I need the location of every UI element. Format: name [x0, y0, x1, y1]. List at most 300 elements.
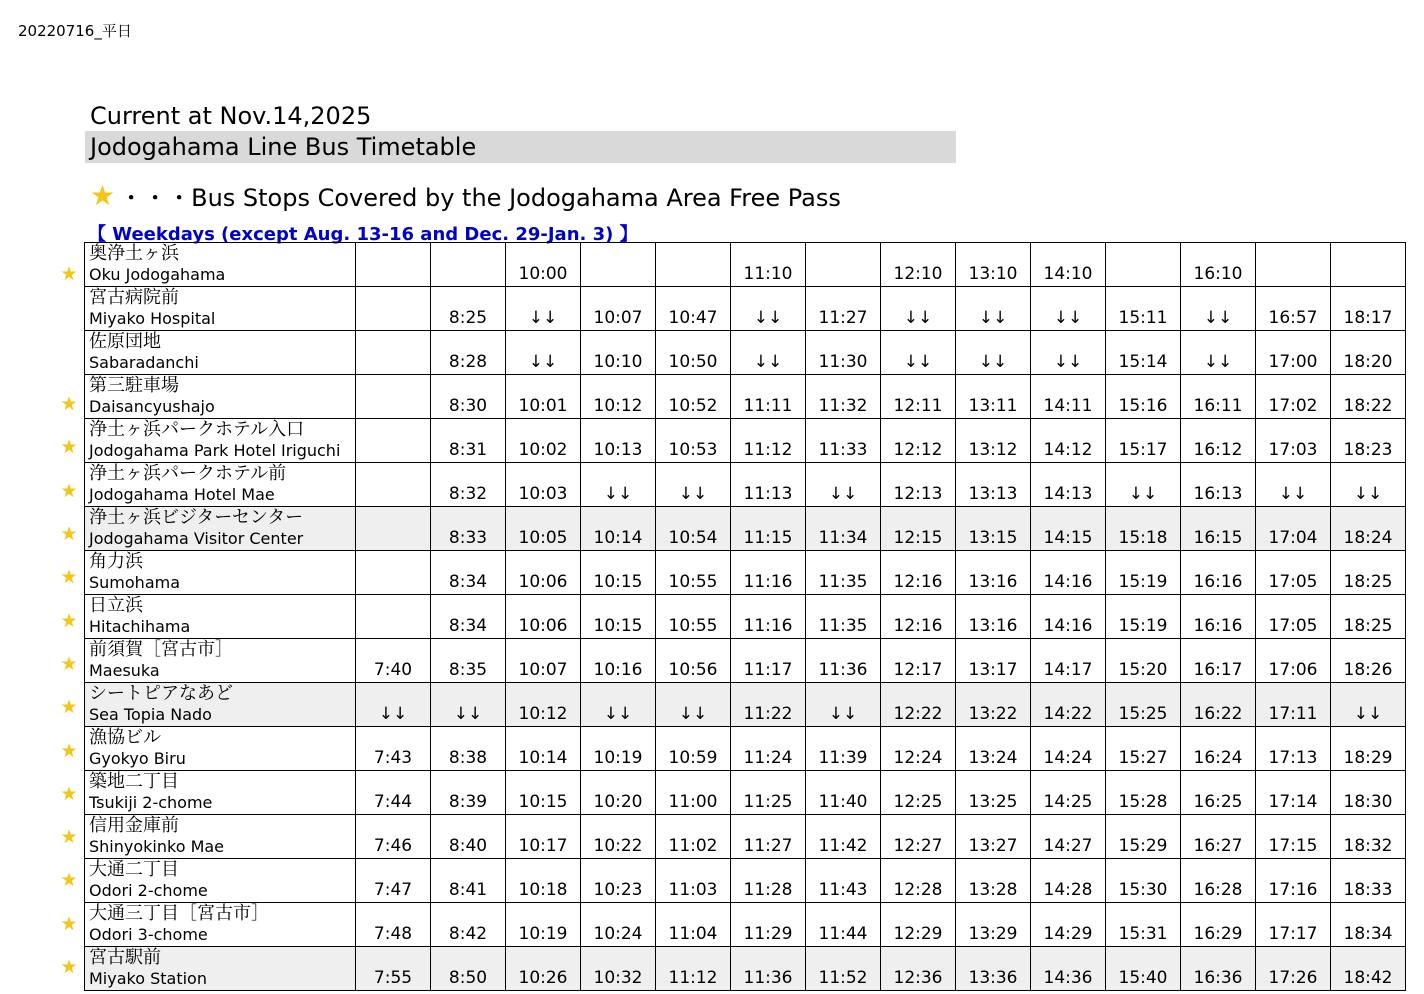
time-cell: ↓↓	[656, 463, 731, 507]
time-cell: 8:35	[431, 639, 506, 683]
time-cell: 16:13	[1181, 463, 1256, 507]
star-icon: ★	[60, 696, 78, 719]
time-cell: 18:17	[1331, 287, 1406, 331]
time-cell: 11:04	[656, 903, 731, 947]
time-cell: 12:10	[881, 243, 956, 287]
time-cell: 16:27	[1181, 815, 1256, 859]
time-cell: 10:56	[656, 639, 731, 683]
time-cell: ↓↓	[581, 683, 656, 727]
stop-name-en: Sumohama	[89, 573, 181, 592]
time-cell: 18:30	[1331, 771, 1406, 815]
stop-name-cell	[85, 639, 356, 683]
time-cell: 17:17	[1256, 903, 1331, 947]
time-cell: 10:20	[581, 771, 656, 815]
time-cell: 10:18	[506, 859, 581, 903]
time-cell: 11:30	[806, 331, 881, 375]
time-cell: 10:17	[506, 815, 581, 859]
time-cell: 10:03	[506, 463, 581, 507]
time-cell: 11:16	[731, 595, 806, 639]
time-cell: 12:24	[881, 727, 956, 771]
time-cell: 10:54	[656, 507, 731, 551]
star-icon: ★	[60, 826, 78, 849]
time-cell: 8:39	[431, 771, 506, 815]
time-cell: 17:00	[1256, 331, 1331, 375]
time-cell: 11:36	[731, 947, 806, 991]
time-cell: 12:29	[881, 903, 956, 947]
time-cell: 10:07	[581, 287, 656, 331]
time-cell	[1256, 243, 1331, 287]
time-cell: 17:05	[1256, 551, 1331, 595]
time-cell: 18:24	[1331, 507, 1406, 551]
time-cell: 15:27	[1106, 727, 1181, 771]
time-cell: 18:32	[1331, 815, 1406, 859]
time-cell: 12:36	[881, 947, 956, 991]
time-cell: ↓↓	[1256, 463, 1331, 507]
time-cell: 11:00	[656, 771, 731, 815]
table-row	[85, 639, 1406, 683]
time-cell: ↓↓	[806, 463, 881, 507]
time-cell: 10:01	[506, 375, 581, 419]
time-cell: 11:32	[806, 375, 881, 419]
star-icon: ★	[60, 566, 78, 589]
time-cell: 11:22	[731, 683, 806, 727]
time-cell: 15:17	[1106, 419, 1181, 463]
time-cell: 11:12	[656, 947, 731, 991]
time-cell: 15:31	[1106, 903, 1181, 947]
time-cell: 17:11	[1256, 683, 1331, 727]
stop-name-jp: 第三駐車場	[89, 375, 179, 396]
time-cell: 7:55	[356, 947, 431, 991]
time-cell: 13:16	[956, 595, 1031, 639]
table-row	[85, 375, 1406, 419]
time-cell: ↓↓	[956, 287, 1031, 331]
stop-name-en: Shinyokinko Mae	[89, 837, 225, 856]
stop-name-en: Jodogahama Park Hotel Iriguchi	[89, 441, 341, 460]
time-cell: 16:12	[1181, 419, 1256, 463]
current-date: Current at Nov.14,2025	[90, 102, 372, 130]
stop-name-jp: 宮古病院前	[89, 287, 179, 308]
stop-name-jp: 信用金庫前	[89, 815, 179, 836]
time-cell: 17:16	[1256, 859, 1331, 903]
stop-name-jp: 漁協ビル	[89, 727, 161, 748]
time-cell: ↓↓	[506, 331, 581, 375]
table-row	[85, 243, 1406, 287]
star-icon: ★	[60, 956, 78, 979]
time-cell: 15:19	[1106, 551, 1181, 595]
time-cell: 17:26	[1256, 947, 1331, 991]
time-cell	[356, 287, 431, 331]
time-cell: 15:11	[1106, 287, 1181, 331]
time-cell: 10:06	[506, 551, 581, 595]
time-cell	[656, 243, 731, 287]
stop-name-en: Hitachihama	[89, 617, 191, 636]
time-cell: 11:36	[806, 639, 881, 683]
time-cell: 11:27	[731, 815, 806, 859]
time-cell: 11:52	[806, 947, 881, 991]
time-cell: 17:06	[1256, 639, 1331, 683]
time-cell: 10:47	[656, 287, 731, 331]
stop-name-en: Jodogahama Hotel Mae	[89, 485, 275, 504]
time-cell: 10:13	[581, 419, 656, 463]
time-cell: 10:10	[581, 331, 656, 375]
time-cell: 12:16	[881, 595, 956, 639]
time-cell: 11:34	[806, 507, 881, 551]
time-cell: 18:29	[1331, 727, 1406, 771]
time-cell: 10:12	[581, 375, 656, 419]
star-icon: ★	[60, 393, 78, 416]
stop-name-cell	[85, 595, 356, 639]
time-cell: 16:28	[1181, 859, 1256, 903]
time-cell: 13:25	[956, 771, 1031, 815]
time-cell: 18:20	[1331, 331, 1406, 375]
time-cell: 7:40	[356, 639, 431, 683]
time-cell: 13:13	[956, 463, 1031, 507]
time-cell: 12:25	[881, 771, 956, 815]
stop-name-cell	[85, 243, 356, 287]
time-cell: 17:15	[1256, 815, 1331, 859]
stop-name-cell	[85, 551, 356, 595]
time-cell: 7:47	[356, 859, 431, 903]
star-icon: ★	[60, 869, 78, 892]
time-cell: 11:28	[731, 859, 806, 903]
time-cell	[581, 243, 656, 287]
stop-name-en: Odori 2-chome	[89, 881, 208, 900]
time-cell: 15:20	[1106, 639, 1181, 683]
legend	[90, 178, 841, 213]
timetable	[84, 242, 1406, 991]
table-row	[85, 727, 1406, 771]
time-cell: 14:10	[1031, 243, 1106, 287]
stop-name-en: Miyako Hospital	[89, 309, 216, 328]
stop-name-jp: 浄土ヶ浜ビジターセンター	[89, 507, 304, 528]
table-row	[85, 595, 1406, 639]
time-cell: 12:12	[881, 419, 956, 463]
table-row	[85, 463, 1406, 507]
time-cell: 10:07	[506, 639, 581, 683]
time-cell: 11:44	[806, 903, 881, 947]
time-cell: 10:53	[656, 419, 731, 463]
time-cell: 14:15	[1031, 507, 1106, 551]
time-cell: 14:24	[1031, 727, 1106, 771]
time-cell: 12:11	[881, 375, 956, 419]
time-cell: 10:19	[506, 903, 581, 947]
time-cell	[356, 463, 431, 507]
stop-name-cell	[85, 419, 356, 463]
time-cell: 16:25	[1181, 771, 1256, 815]
time-cell: ↓↓	[1181, 331, 1256, 375]
time-cell: 10:00	[506, 243, 581, 287]
time-cell: 10:02	[506, 419, 581, 463]
time-cell: 10:15	[581, 595, 656, 639]
time-cell: 12:28	[881, 859, 956, 903]
stop-name-cell	[85, 815, 356, 859]
time-cell: 18:23	[1331, 419, 1406, 463]
time-cell: 10:16	[581, 639, 656, 683]
weekdays-heading: 【 Weekdays (except Aug. 13-16 and Dec. 29-Jan. 3) 】	[88, 224, 638, 245]
time-cell: 16:16	[1181, 551, 1256, 595]
star-icon: ★	[60, 739, 78, 762]
time-cell: 17:03	[1256, 419, 1331, 463]
time-cell: 10:32	[581, 947, 656, 991]
stop-name-jp: 大通三丁目［宮古市］	[89, 903, 269, 924]
time-cell: 11:40	[806, 771, 881, 815]
time-cell: 16:29	[1181, 903, 1256, 947]
time-cell: ↓↓	[881, 331, 956, 375]
time-cell: 8:38	[431, 727, 506, 771]
stop-name-en: Sabaradanchi	[89, 353, 199, 372]
time-cell: 16:17	[1181, 639, 1256, 683]
time-cell	[356, 243, 431, 287]
stop-name-en: Daisancyushajo	[89, 397, 215, 416]
stop-name-cell	[85, 903, 356, 947]
time-cell: 14:16	[1031, 551, 1106, 595]
time-cell: ↓↓	[1031, 287, 1106, 331]
time-cell: 16:22	[1181, 683, 1256, 727]
time-cell: 11:29	[731, 903, 806, 947]
stop-name-en: Gyokyo Biru	[89, 749, 186, 768]
star-icon: ★	[60, 523, 78, 546]
star-icon: ★	[60, 609, 78, 632]
time-cell: 12:17	[881, 639, 956, 683]
time-cell	[356, 419, 431, 463]
time-cell: 15:28	[1106, 771, 1181, 815]
time-cell: 10:55	[656, 595, 731, 639]
time-cell: ↓↓	[881, 287, 956, 331]
star-icon: ★	[60, 912, 78, 935]
time-cell: 10:22	[581, 815, 656, 859]
time-cell: 12:16	[881, 551, 956, 595]
time-cell: 11:15	[731, 507, 806, 551]
stop-name-jp: 日立浜	[89, 595, 143, 616]
star-icon	[56, 329, 82, 372]
stop-name-jp: 大通二丁目	[89, 859, 179, 880]
table-row	[85, 683, 1406, 727]
time-cell: 13:15	[956, 507, 1031, 551]
time-cell: 10:19	[581, 727, 656, 771]
time-cell: 11:10	[731, 243, 806, 287]
time-cell: 12:13	[881, 463, 956, 507]
time-cell: ↓↓	[731, 331, 806, 375]
time-cell: 11:25	[731, 771, 806, 815]
time-cell: ↓↓	[956, 331, 1031, 375]
time-cell: ↓↓	[356, 683, 431, 727]
time-cell: 8:41	[431, 859, 506, 903]
time-cell: 8:28	[431, 331, 506, 375]
stop-name-en: Jodogahama Visitor Center	[89, 529, 304, 548]
time-cell: 12:22	[881, 683, 956, 727]
time-cell: 15:25	[1106, 683, 1181, 727]
time-cell: 8:34	[431, 595, 506, 639]
time-cell	[431, 243, 506, 287]
time-cell: ↓↓	[1106, 463, 1181, 507]
time-cell: 12:15	[881, 507, 956, 551]
table-row	[85, 287, 1406, 331]
time-cell: 11:11	[731, 375, 806, 419]
time-cell: 14:28	[1031, 859, 1106, 903]
table-row	[85, 551, 1406, 595]
time-cell: 18:25	[1331, 595, 1406, 639]
time-cell: 16:36	[1181, 947, 1256, 991]
time-cell: 18:33	[1331, 859, 1406, 903]
stop-name-en: Tsukiji 2-chome	[89, 793, 213, 812]
star-icon: ★	[90, 179, 116, 212]
time-cell: 10:15	[581, 551, 656, 595]
star-icon: ★	[60, 479, 78, 502]
time-cell: 11:27	[806, 287, 881, 331]
time-cell: 11:35	[806, 595, 881, 639]
time-cell: 11:03	[656, 859, 731, 903]
time-cell: 15:40	[1106, 947, 1181, 991]
stop-name-cell	[85, 507, 356, 551]
time-cell: 7:43	[356, 727, 431, 771]
time-cell: 15:30	[1106, 859, 1181, 903]
time-cell: 11:39	[806, 727, 881, 771]
time-cell	[1331, 243, 1406, 287]
time-cell: 18:22	[1331, 375, 1406, 419]
time-cell: ↓↓	[1031, 331, 1106, 375]
time-cell: ↓↓	[1181, 287, 1256, 331]
time-cell: 13:28	[956, 859, 1031, 903]
time-cell: 13:29	[956, 903, 1031, 947]
table-row	[85, 947, 1406, 991]
time-cell: 7:48	[356, 903, 431, 947]
time-cell: 10:14	[581, 507, 656, 551]
time-cell: 11:16	[731, 551, 806, 595]
time-cell: 18:25	[1331, 551, 1406, 595]
time-cell: 17:04	[1256, 507, 1331, 551]
table-row	[85, 419, 1406, 463]
time-cell: 11:13	[731, 463, 806, 507]
time-cell: 8:30	[431, 375, 506, 419]
stop-name-en: Oku Jodogahama	[89, 265, 226, 284]
stop-name-cell	[85, 683, 356, 727]
time-cell: 14:36	[1031, 947, 1106, 991]
time-cell: 17:14	[1256, 771, 1331, 815]
stop-name-cell	[85, 947, 356, 991]
stop-name-en: Maesuka	[89, 661, 160, 680]
time-cell: 14:25	[1031, 771, 1106, 815]
time-cell: 14:16	[1031, 595, 1106, 639]
time-cell: 7:46	[356, 815, 431, 859]
time-cell: 12:27	[881, 815, 956, 859]
time-cell: 11:02	[656, 815, 731, 859]
time-cell: 16:15	[1181, 507, 1256, 551]
time-cell: 13:27	[956, 815, 1031, 859]
time-cell: 8:42	[431, 903, 506, 947]
time-cell: 8:25	[431, 287, 506, 331]
star-icon	[56, 285, 82, 328]
time-cell	[356, 331, 431, 375]
time-cell: 10:26	[506, 947, 581, 991]
time-cell: 10:52	[656, 375, 731, 419]
star-icon: ★	[60, 782, 78, 805]
stop-name-cell	[85, 331, 356, 375]
time-cell: 16:24	[1181, 727, 1256, 771]
time-cell: 16:57	[1256, 287, 1331, 331]
time-cell: ↓↓	[581, 463, 656, 507]
time-cell: 13:17	[956, 639, 1031, 683]
time-cell: 10:14	[506, 727, 581, 771]
time-cell: 13:22	[956, 683, 1031, 727]
stop-name-cell	[85, 727, 356, 771]
time-cell: 8:50	[431, 947, 506, 991]
time-cell: 17:02	[1256, 375, 1331, 419]
star-icon: ★	[60, 652, 78, 675]
time-cell	[806, 243, 881, 287]
time-cell: 15:18	[1106, 507, 1181, 551]
time-cell: 17:13	[1256, 727, 1331, 771]
stop-name-cell	[85, 771, 356, 815]
time-cell: 11:42	[806, 815, 881, 859]
stop-name-jp: 前須賀［宮古市］	[89, 639, 233, 660]
time-cell: ↓↓	[506, 287, 581, 331]
time-cell: 8:33	[431, 507, 506, 551]
time-cell: 15:14	[1106, 331, 1181, 375]
time-cell: 13:11	[956, 375, 1031, 419]
time-cell: 14:22	[1031, 683, 1106, 727]
time-cell: 13:36	[956, 947, 1031, 991]
time-cell: ↓↓	[431, 683, 506, 727]
time-cell: 8:31	[431, 419, 506, 463]
time-cell: 11:24	[731, 727, 806, 771]
table-row	[85, 507, 1406, 551]
stop-name-cell	[85, 463, 356, 507]
stop-name-jp: 宮古駅前	[89, 947, 161, 968]
stop-name-en: Miyako Station	[89, 969, 207, 988]
time-cell: 8:40	[431, 815, 506, 859]
time-cell	[356, 551, 431, 595]
time-cell	[1106, 243, 1181, 287]
legend-text: ・・・Bus Stops Covered by the Jodogahama Area Free Pass	[119, 184, 841, 212]
stop-name-jp: 角力浜	[89, 551, 143, 572]
time-cell: ↓↓	[1331, 463, 1406, 507]
time-cell: 14:17	[1031, 639, 1106, 683]
stop-name-cell	[85, 859, 356, 903]
time-cell: 10:23	[581, 859, 656, 903]
table-row	[85, 771, 1406, 815]
stop-name-jp: 奥浄土ヶ浜	[89, 243, 179, 264]
stop-name-cell	[85, 375, 356, 419]
star-column	[56, 242, 82, 978]
time-cell: 11:33	[806, 419, 881, 463]
time-cell: 10:12	[506, 683, 581, 727]
time-cell: 10:05	[506, 507, 581, 551]
time-cell: 14:29	[1031, 903, 1106, 947]
page-title: Jodogahama Line Bus Timetable	[85, 131, 956, 163]
time-cell: 10:50	[656, 331, 731, 375]
time-cell: 15:19	[1106, 595, 1181, 639]
time-cell: 15:16	[1106, 375, 1181, 419]
time-cell: 8:34	[431, 551, 506, 595]
time-cell: 14:12	[1031, 419, 1106, 463]
time-cell: 13:24	[956, 727, 1031, 771]
time-cell: 11:35	[806, 551, 881, 595]
time-cell	[356, 595, 431, 639]
time-cell	[356, 507, 431, 551]
star-icon: ★	[60, 263, 78, 286]
time-cell: 11:17	[731, 639, 806, 683]
stop-name-en: Sea Topia Nado	[89, 705, 212, 724]
header-tag: 20220716_平日	[18, 22, 132, 40]
time-cell: 15:29	[1106, 815, 1181, 859]
time-cell: 16:10	[1181, 243, 1256, 287]
table-row	[85, 331, 1406, 375]
time-cell: 14:11	[1031, 375, 1106, 419]
table-row	[85, 815, 1406, 859]
time-cell: ↓↓	[656, 683, 731, 727]
time-cell: 18:42	[1331, 947, 1406, 991]
star-icon: ★	[60, 436, 78, 459]
